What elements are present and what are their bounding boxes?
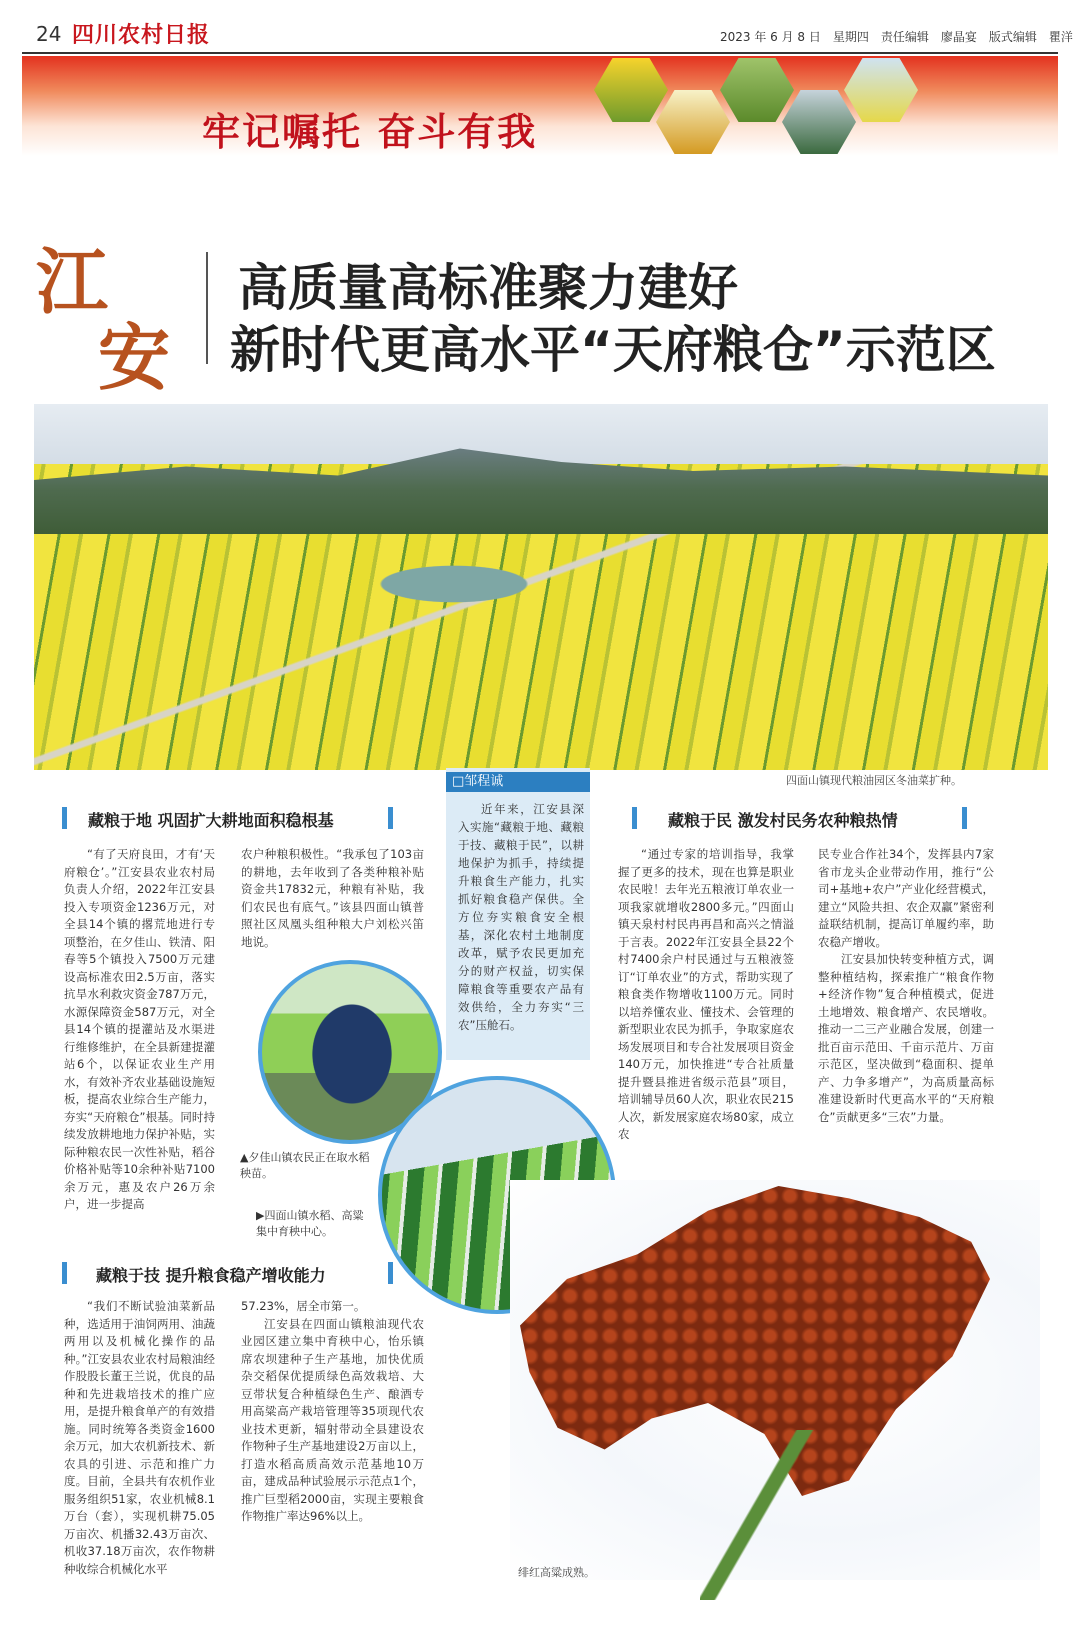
paragraph: 农户种粮积极性。“我承包了103亩的耕地，去年收到了各类种粮补贴资金共17832元，种粮有补贴，我们农民也有底气。”该县四面山镇普照社区凤凰头组种粮大户刘松兴笛地说。	[241, 847, 424, 949]
paragraph: 民专业合作社34个，发挥县内7家省市龙头企业带动作用，推行“公司+基地+农户”产业化经营模式，建立“风险共担、农企双赢”紧密利益联结机制，提高订单履约率，助农稳产增收。	[818, 847, 994, 949]
location-kicker	[36, 239, 206, 400]
main-photo-rapeseed-fields	[34, 404, 1048, 770]
sorghum-leaf	[700, 1430, 840, 1600]
section-title-tech: 藏粮于技 提升粮食稳产增收能力	[96, 1266, 326, 1285]
author-byline: □邹程诚	[446, 772, 590, 792]
section1-column-2	[241, 846, 424, 951]
issue-meta: 2023 年 6 月 8 日 星期四 责任编辑 廖晶宴 版式编辑 瞿洋	[720, 30, 1073, 44]
section-marker	[388, 1262, 393, 1284]
paragraph: 57.23%，居全市第一。	[241, 1299, 366, 1313]
page-number: 24	[36, 22, 62, 46]
photo1-caption: ▲夕佳山镇农民正在取水稻秧苗。	[240, 1151, 370, 1180]
paragraph: “通过专家的培训指导，我掌握了更多的技术，现在也算是职业农民啦！去年光五粮液订单农业一项我家就增收2800多元。”四面山镇天泉村村民冉再昌和高兴之情溢于言表。2022年江安县全县22个村7400余户村民通过与五粮液签订“订单农业”的方式，帮助实现了粮食类作物增收1100万元。同时以培养懂农业、懂技术、会管理的新型职业农民为抓手，争取家庭农场发展项目和专合社发展项目资金140万元，加快推进“专合社质量提升暨县推进省级示范县”项目，培训辅导员60人次，职业农民215人次，新发展家庭农场80家，成立农	[618, 847, 794, 1141]
hex-photo-wheat	[656, 90, 730, 154]
header-rule	[22, 52, 1058, 54]
paragraph: “有了天府良田，才有‘天府粮仓’。”江安县农业农村局负责人介绍，2022年江安县投入专项资金1236万元，对全县14个镇的撂荒地进行专项整治，在夕佳山、铁清、阳春等5个镇投入7500万元建设高标准农田2.5万亩，落实抗旱水利救灾资金787万元，水源保障资金587万元，对全县14个镇的提灌站及水渠进行维修维护，在全县新建提灌站6个，以保证农业生产用水，有效补齐农业基础设施短板，提高农业综合生产能力，夯实“天府粮仓”根基。同时持续发放耕地地力保护补贴，实际种粮农民一次性补贴，稻谷价格补贴等10余种补贴7100余万元，惠及农户26万余户，进一步提高	[64, 847, 215, 1211]
section3-column-1	[618, 846, 794, 1144]
paragraph: “我们不断试验油菜新品种，选适用于油饲两用、油蔬两用以及机械化操作的品种。”江安县农业农村局粮油经作股股长董王兰说，优良的品种和先进栽培技术的推广应用，是提升粮食单产的有效措施。同时统筹各类资金1600余万元，加大农机新技术、新农具的引进、示范和推广力度。目前，全县共有农机作业服务组织51家，农业机械8.1万台（套），实现机耕75.05万亩次、机播32.43万亩次、机收37.18万亩次，农作物耕种收综合机械化水平	[64, 1299, 215, 1576]
section2-column-1	[64, 1298, 215, 1578]
column-banner	[22, 56, 1058, 156]
photo2-caption: ▶四面山镇水稻、高粱集中育秧中心。	[256, 1209, 364, 1238]
photo-sky	[34, 404, 1048, 464]
hex-photo-rapeseed	[594, 58, 668, 122]
hex-photo-cattle	[844, 58, 918, 122]
paragraph: 江安县在四面山镇粮油现代农业园区建立集中育秧中心，怡乐镇席农坝建种子生产基地，加快优质杂交稻保优提质绿色高效栽培、大豆带状复合种植绿色生产、酿酒专用高粱高产栽培管理等35项现代农业技术更新，辐射带动全县建设农作物种子生产基地建设2万亩以上，打造水稻高质高效示范基地10万亩，建成品种试验展示示范点1个，推广巨型稻2000亩，实现主要粮食作物推广率达96%以上。	[241, 1316, 424, 1523]
headline-line-1: 高质量高标准聚力建好	[238, 259, 738, 317]
newspaper-logo: 四川农村日报	[72, 22, 211, 48]
title-divider	[206, 252, 208, 364]
kicker-char-2: 安	[98, 315, 171, 400]
main-photo-caption: 四面山镇现代粮油园区冬油菜扩种。	[786, 774, 962, 787]
paragraph: 江安县加快转变种植方式，调整种植结构，探索推广“粮食作物+经济作物”复合种植模式，促进土地增效、粮食增产、农民增收。推动一二三产业融合发展，创建一批百亩示范田、千亩示范片、万亩示范区，坚决做到“稳面积、提单产、力争多增产”，为高质量高标准建设新时代更高水平的“天府粮仓”贡献更多“三农”力量。	[818, 952, 994, 1124]
section-marker	[632, 807, 637, 829]
section-marker	[388, 807, 393, 829]
kicker-char-1: 江	[36, 239, 109, 324]
headline-line-2: 新时代更高水平“天府粮仓”示范区	[230, 321, 996, 379]
sorghum-caption: 绯红高粱成熟。	[518, 1566, 595, 1579]
hex-photo-greenhouse	[782, 90, 856, 154]
section-marker	[62, 807, 67, 829]
section-marker	[62, 1262, 67, 1284]
section-marker	[962, 807, 967, 829]
intro-text: 近年来，江安县深入实施“藏粮于地、藏粮于技、藏粮于民”，以耕地保护为抓手，持续提升粮食生产能力，扎实抓好粮食稳产保供。全方位夯实粮食安全根基，深化农村土地制度改革，赋予农民更加充分的财产权益，切实保障粮食等重要农产品有效供给，全力夯实“三农”压舱石。	[458, 802, 584, 1032]
section3-column-2	[818, 846, 994, 1126]
hex-photo-rice	[720, 58, 794, 122]
section2-column-2	[241, 1298, 424, 1526]
section-title-people: 藏粮于民 激发村民务农种粮热情	[668, 811, 898, 830]
banner-slogan: 牢记嘱托 奋斗有我	[202, 109, 538, 154]
section1-column-1	[64, 846, 215, 1214]
section-title-land: 藏粮于地 巩固扩大耕地面积稳根基	[88, 811, 334, 830]
